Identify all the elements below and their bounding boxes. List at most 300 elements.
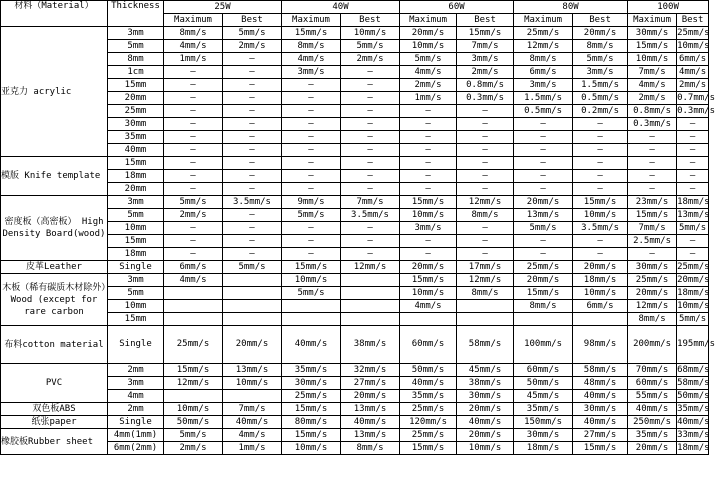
- speed-cell[interactable]: 30mm/s: [573, 403, 628, 416]
- speed-cell[interactable]: 25mm/s: [400, 429, 457, 442]
- thickness-cell[interactable]: 40mm: [108, 144, 164, 157]
- speed-cell[interactable]: —: [677, 170, 709, 183]
- speed-cell[interactable]: —: [341, 105, 400, 118]
- speed-cell[interactable]: —: [400, 118, 457, 131]
- maximum-header[interactable]: Maximum: [164, 14, 223, 27]
- speed-cell[interactable]: —: [677, 235, 709, 248]
- speed-cell[interactable]: —: [677, 144, 709, 157]
- speed-cell[interactable]: —: [628, 157, 677, 170]
- speed-cell[interactable]: —: [223, 53, 282, 66]
- speed-cell[interactable]: 50mm/s: [514, 377, 573, 390]
- speed-cell[interactable]: —: [341, 248, 400, 261]
- speed-cell[interactable]: [223, 390, 282, 403]
- speed-cell[interactable]: 5mm/s: [164, 429, 223, 442]
- speed-cell[interactable]: 195mm/s: [677, 326, 709, 364]
- speed-cell[interactable]: —: [457, 105, 514, 118]
- speed-cell[interactable]: 10mm/s: [457, 442, 514, 455]
- material-cell[interactable]: 皮革Leather: [1, 261, 108, 274]
- speed-cell[interactable]: 25mm/s: [677, 261, 710, 272]
- speed-cell[interactable]: 15mm/s: [400, 442, 457, 455]
- speed-cell[interactable]: [341, 274, 400, 287]
- material-cell[interactable]: 亚克力 acrylic: [1, 27, 108, 157]
- speed-cell[interactable]: 20mm/s: [628, 442, 677, 455]
- speed-cell[interactable]: —: [400, 144, 457, 157]
- thickness-cell[interactable]: 15mm: [108, 313, 164, 326]
- speed-cell[interactable]: 17mm/s: [457, 261, 514, 274]
- speed-cell[interactable]: 25mm/s: [677, 27, 710, 38]
- speed-cell[interactable]: 13mm/s: [677, 209, 710, 220]
- speed-cell[interactable]: 98mm/s: [573, 326, 628, 364]
- speed-cell[interactable]: 150mm/s: [514, 416, 573, 429]
- speed-cell[interactable]: —: [457, 131, 514, 144]
- material-cell[interactable]: 模版 Knife template: [1, 157, 108, 196]
- speed-cell[interactable]: —: [341, 118, 400, 131]
- speed-cell[interactable]: —: [164, 183, 223, 196]
- speed-cell[interactable]: 30mm/s: [628, 261, 677, 274]
- speed-cell[interactable]: —: [573, 183, 628, 196]
- speed-cell[interactable]: —: [628, 144, 677, 157]
- speed-cell[interactable]: 8mm/s: [628, 313, 677, 326]
- speed-cell[interactable]: 4mm/s: [282, 53, 341, 66]
- speed-cell[interactable]: 1.5mm/s: [514, 92, 573, 105]
- speed-cell[interactable]: 5mm/s: [677, 313, 709, 326]
- thickness-cell[interactable]: 5mm: [108, 287, 164, 300]
- speed-cell[interactable]: —: [223, 235, 282, 248]
- thickness-cell[interactable]: 3mm: [108, 274, 164, 287]
- speed-cell[interactable]: 0.8mm/s: [628, 105, 677, 118]
- speed-cell[interactable]: 20mm/s: [573, 27, 628, 40]
- speed-cell[interactable]: 58mm/s: [573, 364, 628, 377]
- speed-cell[interactable]: —: [341, 183, 400, 196]
- speed-cell[interactable]: 9mm/s: [282, 196, 341, 209]
- thickness-cell[interactable]: 3mm: [108, 27, 164, 40]
- speed-cell[interactable]: 50mm/s: [164, 416, 223, 429]
- speed-cell[interactable]: —: [223, 183, 282, 196]
- speed-cell[interactable]: —: [514, 157, 573, 170]
- speed-cell[interactable]: 10mm/s: [628, 53, 677, 66]
- speed-cell[interactable]: —: [282, 183, 341, 196]
- speed-cell[interactable]: —: [341, 131, 400, 144]
- speed-cell[interactable]: —: [164, 157, 223, 170]
- speed-cell[interactable]: —: [628, 170, 677, 183]
- material-cell[interactable]: 密度板（高密板） High Density Board(wood): [1, 196, 108, 261]
- speed-cell[interactable]: —: [573, 235, 628, 248]
- speed-cell[interactable]: 15mm/s: [400, 274, 457, 287]
- speed-cell[interactable]: —: [400, 157, 457, 170]
- speed-cell[interactable]: 200mm/s: [628, 326, 677, 364]
- thickness-cell[interactable]: 15mm: [108, 79, 164, 92]
- speed-cell[interactable]: [457, 313, 514, 326]
- speed-cell[interactable]: 15mm/s: [628, 209, 677, 222]
- speed-cell[interactable]: 3mm/s: [514, 79, 573, 92]
- speed-cell[interactable]: 30mm/s: [514, 429, 573, 442]
- speed-cell[interactable]: —: [282, 105, 341, 118]
- thickness-cell[interactable]: 5mm: [108, 40, 164, 53]
- thickness-cell[interactable]: 18mm: [108, 170, 164, 183]
- speed-cell[interactable]: 60mm/s: [400, 326, 457, 364]
- thickness-cell[interactable]: 20mm: [108, 92, 164, 105]
- speed-cell[interactable]: 5mm/s: [400, 53, 457, 66]
- speed-cell[interactable]: 25mm/s: [282, 390, 341, 403]
- speed-cell[interactable]: 7mm/s: [628, 66, 677, 79]
- speed-cell[interactable]: 5mm/s: [514, 222, 573, 235]
- speed-cell[interactable]: 70mm/s: [628, 364, 677, 377]
- speed-cell[interactable]: 40mm/s: [400, 377, 457, 390]
- speed-cell[interactable]: 10mm/s: [400, 209, 457, 222]
- power-header-80w[interactable]: 80W: [514, 1, 628, 14]
- speed-cell[interactable]: —: [514, 170, 573, 183]
- speed-cell[interactable]: 58mm/s: [457, 326, 514, 364]
- speed-cell[interactable]: —: [341, 235, 400, 248]
- speed-cell[interactable]: 1mm/s: [164, 53, 223, 66]
- thickness-cell[interactable]: 30mm: [108, 118, 164, 131]
- speed-cell[interactable]: 13mm/s: [223, 364, 282, 377]
- speed-cell[interactable]: 12mm/s: [628, 300, 677, 313]
- speed-cell[interactable]: 2mm/s: [164, 209, 223, 222]
- speed-cell[interactable]: 10mm/s: [223, 377, 282, 390]
- speed-cell[interactable]: 20mm/s: [514, 196, 573, 209]
- speed-cell[interactable]: [223, 287, 282, 300]
- speed-cell[interactable]: 10mm/s: [573, 287, 628, 300]
- speed-cell[interactable]: —: [164, 79, 223, 92]
- speed-cell[interactable]: —: [164, 170, 223, 183]
- speed-cell[interactable]: —: [341, 157, 400, 170]
- power-header-25w[interactable]: 25W: [164, 1, 282, 14]
- speed-cell[interactable]: 120mm/s: [400, 416, 457, 429]
- speed-cell[interactable]: 2mm/s: [457, 66, 514, 79]
- speed-cell[interactable]: —: [573, 248, 628, 261]
- speed-cell[interactable]: —: [341, 222, 400, 235]
- speed-cell[interactable]: 6mm/s: [164, 261, 223, 274]
- speed-cell[interactable]: 6mm/s: [677, 53, 709, 66]
- speed-cell[interactable]: 60mm/s: [514, 364, 573, 377]
- speed-cell[interactable]: 32mm/s: [341, 364, 400, 377]
- speed-cell[interactable]: 3mm/s: [457, 53, 514, 66]
- speed-cell[interactable]: 4mm/s: [628, 79, 677, 92]
- speed-cell[interactable]: —: [282, 248, 341, 261]
- speed-cell[interactable]: —: [400, 183, 457, 196]
- speed-cell[interactable]: 35mm/s: [514, 403, 573, 416]
- material-header[interactable]: 材料（Material）: [1, 1, 108, 27]
- speed-cell[interactable]: 2mm/s: [223, 40, 282, 53]
- speed-cell[interactable]: 20mm/s: [341, 390, 400, 403]
- speed-cell[interactable]: 20mm/s: [628, 287, 677, 300]
- speed-cell[interactable]: —: [223, 157, 282, 170]
- speed-cell[interactable]: —: [400, 248, 457, 261]
- speed-cell[interactable]: [514, 313, 573, 326]
- best-header[interactable]: Best: [341, 14, 400, 27]
- speed-cell[interactable]: —: [573, 144, 628, 157]
- speed-cell[interactable]: —: [223, 118, 282, 131]
- speed-cell[interactable]: 15mm/s: [628, 40, 677, 53]
- speed-cell[interactable]: 48mm/s: [573, 377, 628, 390]
- thickness-cell[interactable]: 3mm: [108, 377, 164, 390]
- thickness-cell[interactable]: 5mm: [108, 209, 164, 222]
- speed-cell[interactable]: —: [341, 144, 400, 157]
- speed-cell[interactable]: —: [514, 248, 573, 261]
- speed-cell[interactable]: —: [573, 157, 628, 170]
- thickness-cell[interactable]: Single: [108, 261, 164, 274]
- speed-cell[interactable]: —: [677, 248, 709, 261]
- speed-cell[interactable]: 8mm/s: [282, 40, 341, 53]
- speed-cell[interactable]: 18mm/s: [677, 287, 710, 298]
- speed-cell[interactable]: 15mm/s: [573, 196, 628, 209]
- speed-cell[interactable]: 2mm/s: [400, 79, 457, 92]
- maximum-header[interactable]: Maximum: [400, 14, 457, 27]
- speed-cell[interactable]: [223, 274, 282, 287]
- speed-cell[interactable]: 40mm/s: [628, 403, 677, 416]
- speed-cell[interactable]: 18mm/s: [514, 442, 573, 455]
- speed-cell[interactable]: 8mm/s: [514, 300, 573, 313]
- speed-cell[interactable]: 2mm/s: [677, 79, 709, 92]
- speed-cell[interactable]: 0.2mm/s: [573, 105, 628, 118]
- speed-cell[interactable]: —: [164, 66, 223, 79]
- thickness-cell[interactable]: 8mm: [108, 53, 164, 66]
- speed-cell[interactable]: 6mm/s: [573, 300, 628, 313]
- maximum-header[interactable]: Maximum: [282, 14, 341, 27]
- speed-cell[interactable]: 1mm/s: [223, 442, 282, 455]
- thickness-cell[interactable]: 1cm: [108, 66, 164, 79]
- speed-cell[interactable]: 12mm/s: [341, 261, 400, 274]
- speed-cell[interactable]: 5mm/s: [677, 222, 709, 235]
- speed-cell[interactable]: 0.3mm/s: [677, 105, 715, 116]
- speed-cell[interactable]: 0.3mm/s: [628, 118, 677, 131]
- thickness-cell[interactable]: Single: [108, 416, 164, 429]
- speed-cell[interactable]: 15mm/s: [400, 196, 457, 209]
- speed-cell[interactable]: 38mm/s: [341, 326, 400, 364]
- speed-cell[interactable]: 15mm/s: [164, 364, 223, 377]
- speed-cell[interactable]: 3.5mm/s: [223, 196, 282, 209]
- speed-cell[interactable]: —: [400, 105, 457, 118]
- thickness-cell[interactable]: 2mm: [108, 403, 164, 416]
- speed-cell[interactable]: 0.3mm/s: [457, 92, 514, 105]
- thickness-cell[interactable]: 18mm: [108, 248, 164, 261]
- material-cell[interactable]: 双色板ABS: [1, 403, 108, 416]
- speed-cell[interactable]: —: [628, 183, 677, 196]
- speed-cell[interactable]: —: [677, 157, 709, 170]
- speed-cell[interactable]: —: [457, 170, 514, 183]
- speed-cell[interactable]: 40mm/s: [341, 416, 400, 429]
- speed-cell[interactable]: 4mm/s: [400, 66, 457, 79]
- speed-cell[interactable]: 250mm/s: [628, 416, 677, 429]
- speed-cell[interactable]: —: [573, 170, 628, 183]
- speed-cell[interactable]: [164, 390, 223, 403]
- speed-cell[interactable]: 18mm/s: [677, 196, 710, 207]
- speed-cell[interactable]: 35mm/s: [677, 403, 710, 414]
- speed-cell[interactable]: 2.5mm/s: [628, 235, 677, 248]
- speed-cell[interactable]: 12mm/s: [457, 196, 514, 209]
- speed-cell[interactable]: 3mm/s: [573, 66, 628, 79]
- speed-cell[interactable]: [573, 313, 628, 326]
- speed-cell[interactable]: —: [164, 248, 223, 261]
- speed-cell[interactable]: 8mm/s: [514, 53, 573, 66]
- speed-cell[interactable]: —: [457, 248, 514, 261]
- speed-cell[interactable]: 20mm/s: [677, 274, 710, 285]
- speed-cell[interactable]: 12mm/s: [457, 274, 514, 287]
- speed-cell[interactable]: 23mm/s: [628, 196, 677, 209]
- thickness-cell[interactable]: 25mm: [108, 105, 164, 118]
- speed-cell[interactable]: 5mm/s: [164, 196, 223, 209]
- speed-cell[interactable]: —: [514, 118, 573, 131]
- speed-cell[interactable]: 8mm/s: [164, 27, 223, 40]
- speed-cell[interactable]: —: [514, 144, 573, 157]
- speed-cell[interactable]: —: [457, 157, 514, 170]
- speed-cell[interactable]: 80mm/s: [282, 416, 341, 429]
- speed-cell[interactable]: 20mm/s: [573, 261, 628, 274]
- speed-cell[interactable]: —: [457, 222, 514, 235]
- speed-cell[interactable]: —: [282, 79, 341, 92]
- thickness-cell[interactable]: Single: [108, 326, 164, 364]
- speed-cell[interactable]: 35mm/s: [282, 364, 341, 377]
- speed-cell[interactable]: 1mm/s: [400, 92, 457, 105]
- maximum-header[interactable]: Maximum: [514, 14, 573, 27]
- speed-cell[interactable]: 13mm/s: [514, 209, 573, 222]
- speed-cell[interactable]: —: [282, 92, 341, 105]
- speed-cell[interactable]: —: [573, 118, 628, 131]
- speed-cell[interactable]: —: [282, 170, 341, 183]
- speed-cell[interactable]: 18mm/s: [573, 274, 628, 287]
- best-header[interactable]: Best: [223, 14, 282, 27]
- speed-cell[interactable]: 7mm/s: [341, 196, 400, 209]
- thickness-header[interactable]: Thickness: [108, 1, 164, 27]
- speed-cell[interactable]: 18mm/s: [677, 442, 710, 453]
- power-header-60w[interactable]: 60W: [400, 1, 514, 14]
- speed-cell[interactable]: 25mm/s: [628, 274, 677, 287]
- speed-cell[interactable]: —: [223, 144, 282, 157]
- speed-cell[interactable]: —: [457, 144, 514, 157]
- speed-cell[interactable]: —: [457, 235, 514, 248]
- speed-cell[interactable]: 0.5mm/s: [573, 92, 628, 105]
- speed-cell[interactable]: 68mm/s: [677, 364, 710, 375]
- speed-cell[interactable]: 20mm/s: [457, 403, 514, 416]
- speed-cell[interactable]: 25mm/s: [514, 27, 573, 40]
- speed-cell[interactable]: 5mm/s: [573, 53, 628, 66]
- thickness-cell[interactable]: 3mm: [108, 196, 164, 209]
- speed-cell[interactable]: 0.5mm/s: [514, 105, 573, 118]
- speed-cell[interactable]: 40mm/s: [223, 416, 282, 429]
- speed-cell[interactable]: 20mm/s: [514, 274, 573, 287]
- speed-cell[interactable]: [457, 300, 514, 313]
- maximum-header[interactable]: Maximum: [628, 14, 677, 27]
- speed-cell[interactable]: —: [677, 183, 709, 196]
- speed-cell[interactable]: —: [223, 105, 282, 118]
- speed-cell[interactable]: —: [223, 66, 282, 79]
- speed-cell[interactable]: —: [164, 118, 223, 131]
- speed-cell[interactable]: 8mm/s: [457, 209, 514, 222]
- speed-cell[interactable]: 15mm/s: [282, 261, 341, 274]
- speed-cell[interactable]: —: [282, 118, 341, 131]
- thickness-cell[interactable]: 2mm: [108, 364, 164, 377]
- speed-cell[interactable]: —: [282, 131, 341, 144]
- power-header-40w[interactable]: 40W: [282, 1, 400, 14]
- speed-cell[interactable]: 45mm/s: [514, 390, 573, 403]
- speed-cell[interactable]: —: [282, 157, 341, 170]
- thickness-cell[interactable]: 35mm: [108, 131, 164, 144]
- speed-cell[interactable]: 15mm/s: [282, 27, 341, 40]
- speed-cell[interactable]: 10mm/s: [573, 209, 628, 222]
- speed-cell[interactable]: —: [514, 183, 573, 196]
- speed-cell[interactable]: —: [514, 235, 573, 248]
- speed-cell[interactable]: 7mm/s: [628, 222, 677, 235]
- power-header-100w[interactable]: 100W: [628, 1, 709, 14]
- speed-cell[interactable]: 30mm/s: [628, 27, 677, 40]
- speed-cell[interactable]: 12mm/s: [164, 377, 223, 390]
- speed-cell[interactable]: 7mm/s: [223, 403, 282, 416]
- speed-cell[interactable]: [282, 300, 341, 313]
- speed-cell[interactable]: 40mm/s: [677, 416, 710, 427]
- speed-cell[interactable]: 4mm/s: [164, 40, 223, 53]
- speed-cell[interactable]: 10mm/s: [341, 27, 400, 40]
- speed-cell[interactable]: 10mm/s: [400, 40, 457, 53]
- speed-cell[interactable]: 5mm/s: [223, 261, 282, 274]
- speed-cell[interactable]: —: [223, 79, 282, 92]
- speed-cell[interactable]: [341, 313, 400, 326]
- speed-cell[interactable]: [164, 287, 223, 300]
- speed-cell[interactable]: 3mm/s: [282, 66, 341, 79]
- speed-cell[interactable]: 4mm/s: [677, 66, 709, 79]
- speed-cell[interactable]: —: [223, 248, 282, 261]
- speed-cell[interactable]: —: [282, 144, 341, 157]
- speed-cell[interactable]: —: [282, 222, 341, 235]
- speed-cell[interactable]: 2mm/s: [341, 53, 400, 66]
- material-cell[interactable]: 纸张paper: [1, 416, 108, 429]
- speed-cell[interactable]: —: [164, 92, 223, 105]
- speed-cell[interactable]: —: [341, 66, 400, 79]
- speed-cell[interactable]: 20mm/s: [400, 27, 457, 40]
- speed-cell[interactable]: 3mm/s: [400, 222, 457, 235]
- speed-cell[interactable]: —: [223, 209, 282, 222]
- thickness-cell[interactable]: 15mm: [108, 157, 164, 170]
- speed-cell[interactable]: [223, 313, 282, 326]
- speed-cell[interactable]: 27mm/s: [341, 377, 400, 390]
- thickness-cell[interactable]: 15mm: [108, 235, 164, 248]
- speed-cell[interactable]: —: [223, 131, 282, 144]
- speed-cell[interactable]: 30mm/s: [282, 377, 341, 390]
- speed-cell[interactable]: —: [341, 92, 400, 105]
- speed-cell[interactable]: 10mm/s: [164, 403, 223, 416]
- speed-cell[interactable]: 38mm/s: [457, 377, 514, 390]
- best-header[interactable]: Best: [457, 14, 514, 27]
- speed-cell[interactable]: 15mm/s: [573, 442, 628, 455]
- speed-cell[interactable]: —: [164, 222, 223, 235]
- speed-cell[interactable]: 45mm/s: [457, 364, 514, 377]
- speed-cell[interactable]: 20mm/s: [223, 326, 282, 364]
- speed-cell[interactable]: 30mm/s: [457, 390, 514, 403]
- thickness-cell[interactable]: 6mm(2mm): [108, 442, 164, 455]
- speed-cell[interactable]: 25mm/s: [164, 326, 223, 364]
- speed-cell[interactable]: —: [282, 235, 341, 248]
- speed-cell[interactable]: 5mm/s: [341, 40, 400, 53]
- speed-cell[interactable]: 100mm/s: [514, 326, 573, 364]
- speed-cell[interactable]: 10mm/s: [677, 40, 710, 51]
- speed-cell[interactable]: [341, 300, 400, 313]
- speed-cell[interactable]: 20mm/s: [457, 429, 514, 442]
- speed-cell[interactable]: —: [400, 170, 457, 183]
- speed-cell[interactable]: 5mm/s: [282, 287, 341, 300]
- material-cell[interactable]: 布料cotton material: [1, 326, 108, 364]
- speed-cell[interactable]: 7mm/s: [457, 40, 514, 53]
- speed-cell[interactable]: 3.5mm/s: [573, 222, 628, 235]
- thickness-cell[interactable]: 10mm: [108, 300, 164, 313]
- speed-cell[interactable]: 1.5mm/s: [573, 79, 628, 92]
- speed-cell[interactable]: 40mm/s: [282, 326, 341, 364]
- speed-cell[interactable]: 27mm/s: [573, 429, 628, 442]
- speed-cell[interactable]: 15mm/s: [282, 403, 341, 416]
- speed-cell[interactable]: —: [573, 131, 628, 144]
- speed-cell[interactable]: 5mm/s: [223, 27, 282, 40]
- speed-cell[interactable]: 40mm/s: [457, 416, 514, 429]
- speed-cell[interactable]: 8mm/s: [457, 287, 514, 300]
